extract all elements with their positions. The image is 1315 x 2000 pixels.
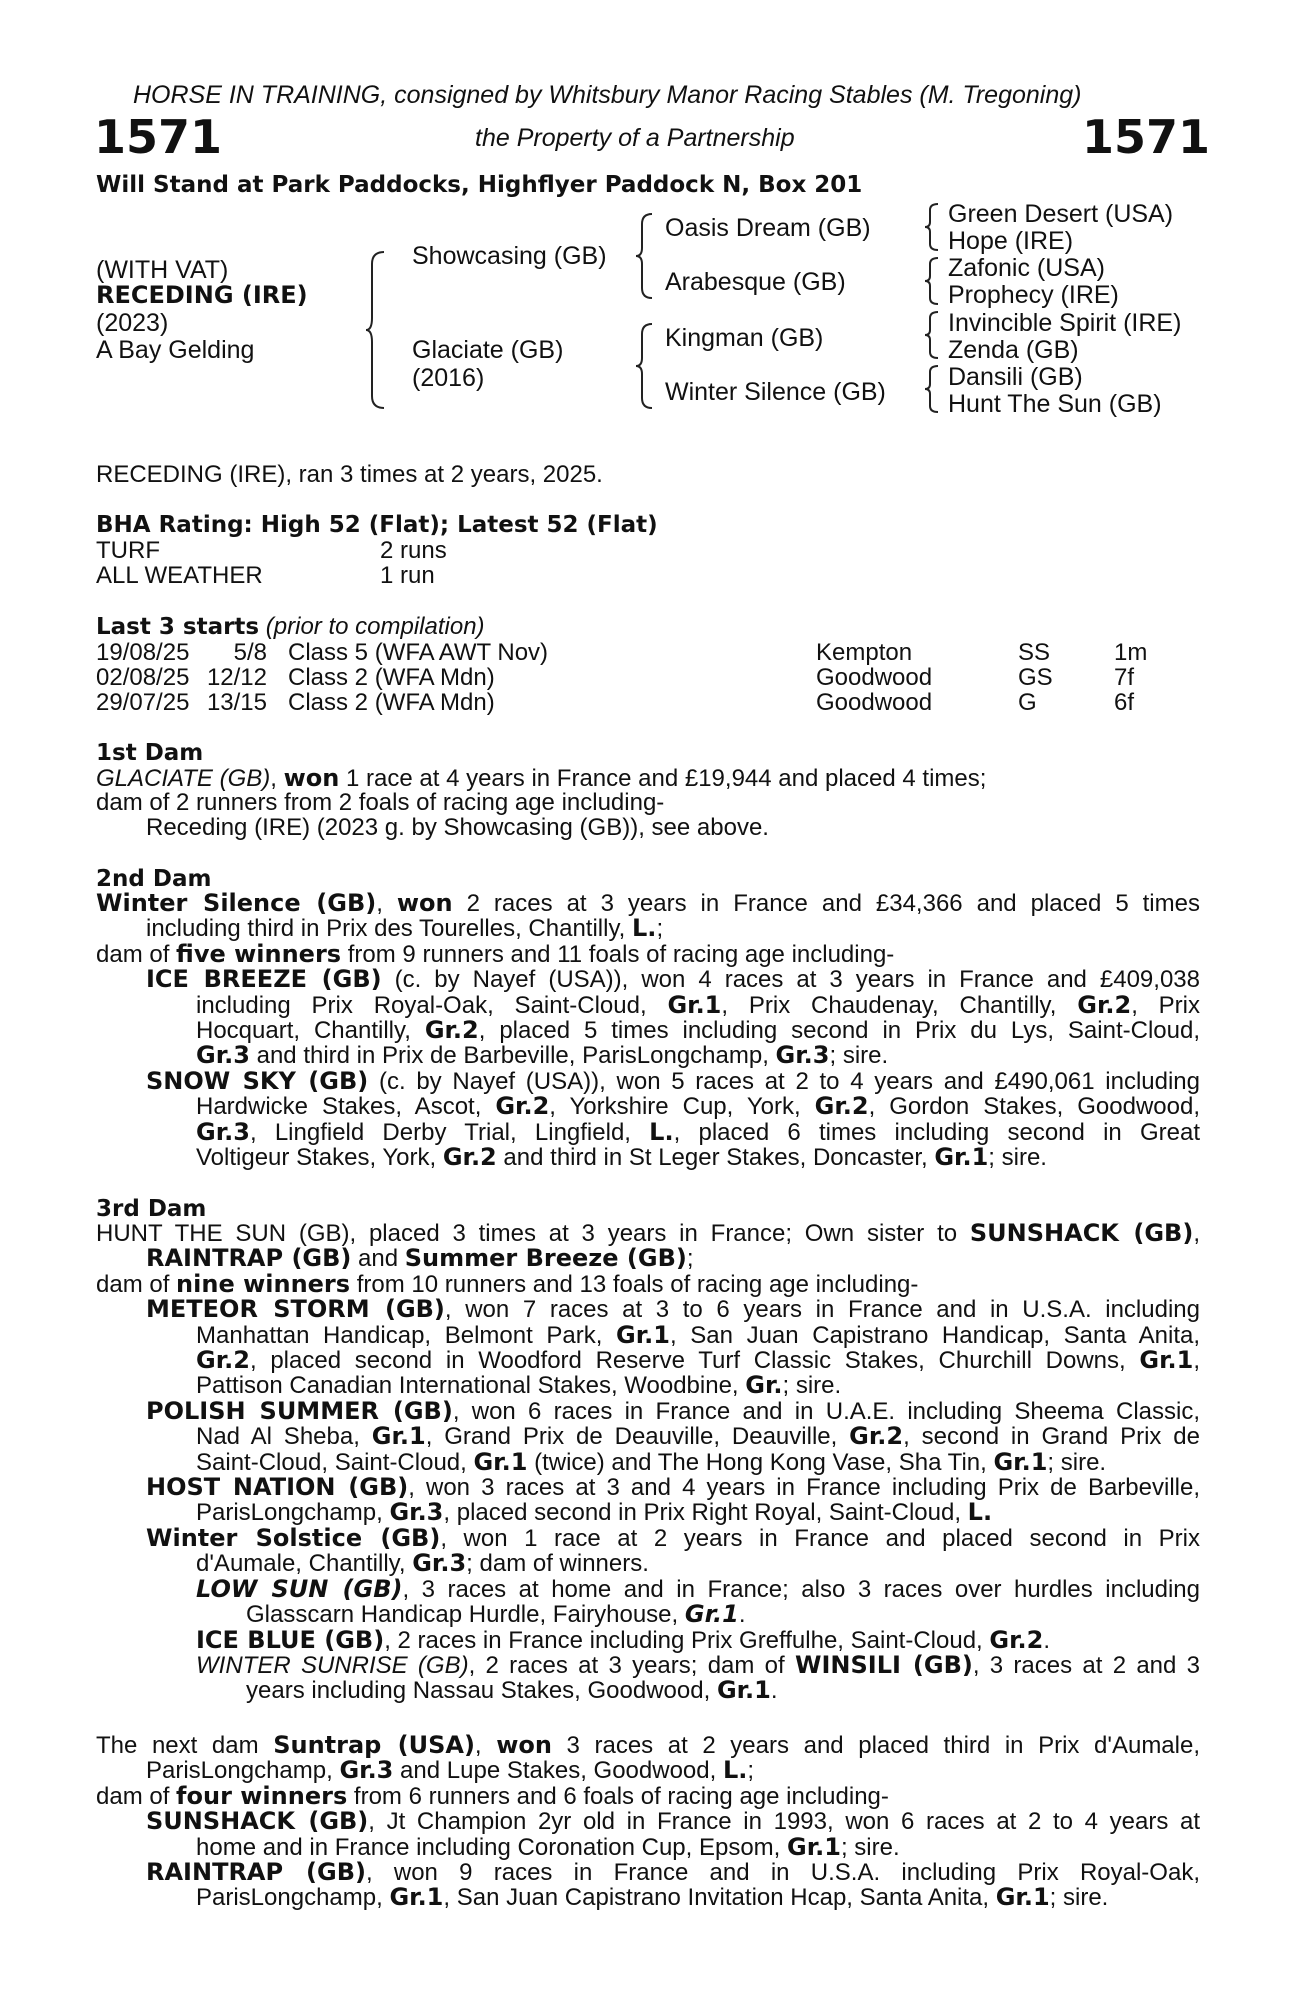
start-race: Class 2 (WFA Mdn) bbox=[288, 689, 495, 716]
ggs-6: Zenda (GB) bbox=[948, 336, 1079, 364]
lot-number-right: 1571 bbox=[1082, 110, 1211, 164]
line: ICE BLUE (GB), 2 races in France including Prix Greffulhe, Saint-Cloud, Gr.2. bbox=[196, 1625, 1050, 1654]
last-starts-note: (prior to compilation) bbox=[265, 613, 485, 640]
start-distance: 1m bbox=[1114, 639, 1148, 666]
start-going: SS bbox=[1018, 639, 1051, 666]
start-course: Goodwood bbox=[816, 689, 933, 716]
ggs-4: Prophecy (IRE) bbox=[948, 281, 1119, 309]
second-dam-heading: 2nd Dam bbox=[96, 866, 212, 892]
pedigree-brace-sire bbox=[636, 212, 656, 300]
start-date: 02/08/25 bbox=[96, 664, 190, 691]
line: SUNSHACK (GB), Jt Champion 2yr old in France in 1993, won 6 races at 2 to 4 years at bbox=[146, 1807, 1200, 1836]
dam-sire: Kingman (GB) bbox=[665, 324, 824, 352]
dam-name: Glaciate (GB) bbox=[412, 336, 564, 364]
start-distance: 6f bbox=[1114, 689, 1135, 716]
pedigree-brace-dam bbox=[636, 322, 656, 410]
horse-description: A Bay Gelding bbox=[96, 336, 255, 364]
line: HUNT THE SUN (GB), placed 3 times at 3 years in France; Own sister to SUNSHACK (GB), bbox=[96, 1219, 1200, 1247]
first-dam-line-2: dam of 2 runners from 2 foals of racing age including- bbox=[96, 789, 665, 816]
last-starts-heading bbox=[96, 614, 485, 640]
line: d'Aumale, Chantilly, Gr.3; dam of winners. bbox=[196, 1549, 649, 1578]
first-dam-heading: 1st Dam bbox=[96, 740, 204, 766]
dam-year: (2016) bbox=[412, 364, 485, 392]
ggs-5: Invincible Spirit (IRE) bbox=[948, 309, 1182, 337]
dam-dam: Winter Silence (GB) bbox=[665, 378, 886, 406]
line: SNOW SKY (GB) (c. by Nayef (USA)), won 5 races at 2 to 4 years and £490,061 including bbox=[146, 1066, 1200, 1095]
line: dam of four winners from 6 runners and 6 foals of racing age including- bbox=[96, 1781, 889, 1810]
line: HOST NATION (GB), won 3 races at 3 and 4 years in France including Prix de Barbeville, bbox=[146, 1473, 1200, 1502]
surface-turf: TURF bbox=[96, 537, 160, 564]
line: ParisLongchamp, Gr.3, placed second in Prix Right Royal, Saint-Cloud, L. bbox=[196, 1498, 993, 1527]
line: Winter Silence (GB), won 2 races at 3 years in France and £34,366 and placed 5 times bbox=[96, 889, 1200, 917]
bha-rating: BHA Rating: High 52 (Flat); Latest 52 (Flat) bbox=[96, 512, 658, 538]
runs-turf: 2 runs bbox=[380, 537, 447, 564]
line: Hardwicke Stakes, Ascot, Gr.2, Yorkshire Cup, York, Gr.2, Gordon Stakes, Goodwood, bbox=[196, 1092, 1200, 1121]
line: ICE BREEZE (GB) (c. by Nayef (USA)), won 4 races at 3 years in France and £409,038 bbox=[146, 965, 1200, 994]
pedigree-brace-g3 bbox=[924, 310, 940, 360]
last-starts-title: Last 3 starts bbox=[96, 614, 260, 640]
sire-name: Showcasing (GB) bbox=[412, 242, 607, 270]
start-course: Goodwood bbox=[816, 664, 933, 691]
line: Saint-Cloud, Saint-Cloud, Gr.1 (twice) and The Hong Kong Vase, Sha Tin, Gr.1; sire. bbox=[196, 1447, 1107, 1476]
pedigree-brace-g2 bbox=[924, 256, 940, 306]
start-going: G bbox=[1018, 689, 1037, 716]
line: including third in Prix des Tourelles, Chantilly, L.; bbox=[146, 914, 664, 943]
third-dam-text bbox=[96, 1221, 1200, 1704]
start-position: 12/12 bbox=[206, 664, 267, 691]
ggs-8: Hunt The Sun (GB) bbox=[948, 390, 1162, 418]
lot-number-left: 1571 bbox=[94, 110, 223, 164]
start-distance: 7f bbox=[1114, 664, 1135, 691]
start-position: 13/15 bbox=[206, 689, 267, 716]
ggs-7: Dansili (GB) bbox=[948, 363, 1083, 391]
line: LOW SUN (GB), 3 races at home and in France; also 3 races over hurdles including bbox=[196, 1574, 1200, 1603]
start-race: Class 5 (WFA AWT Nov) bbox=[288, 639, 549, 666]
next-dam-text bbox=[96, 1733, 1200, 1911]
line: dam of five winners from 9 runners and 11 foals of racing age including- bbox=[96, 939, 895, 968]
line: Manhattan Handicap, Belmont Park, Gr.1, San Juan Capistrano Handicap, Santa Anita, bbox=[196, 1320, 1200, 1349]
line: home and in France including Coronation Cup, Epsom, Gr.1; sire. bbox=[196, 1832, 900, 1861]
consignor-line: HORSE IN TRAINING, consigned by Whitsbury Manor Racing Stables (M. Tregoning) bbox=[133, 81, 1082, 109]
property-line: the Property of a Partnership bbox=[475, 124, 795, 152]
pedigree-brace-g4 bbox=[924, 364, 940, 414]
line: Voltigeur Stakes, York, Gr.2 and third in St Leger Stakes, Doncaster, Gr.1; sire. bbox=[196, 1143, 1047, 1172]
start-position: 5/8 bbox=[233, 639, 267, 666]
line: Glasscarn Handicap Hurdle, Fairyhouse, Gr.1. bbox=[246, 1600, 746, 1629]
racing-summary: RECEDING (IRE), ran 3 times at 2 years, 2025. bbox=[96, 461, 603, 488]
line: The next dam Suntrap (USA), won 3 races at 2 years and placed third in Prix d'Aumale, bbox=[96, 1731, 1201, 1759]
line: Pattison Canadian International Stakes, Woodbine, Gr.; sire. bbox=[196, 1371, 842, 1400]
line: Hocquart, Chantilly, Gr.2, placed 5 times including second in Prix du Lys, Saint-Cloud, bbox=[196, 1016, 1200, 1045]
start-going: GS bbox=[1018, 664, 1053, 691]
vat-note: (WITH VAT) bbox=[96, 256, 229, 284]
horse-name: RECEDING (IRE) bbox=[96, 281, 308, 309]
line: Nad Al Sheba, Gr.1, Grand Prix de Deauville, Deauville, Gr.2, second in Grand Prix de bbox=[196, 1422, 1200, 1451]
start-course: Kempton bbox=[816, 639, 913, 666]
line: POLISH SUMMER (GB), won 6 races in France and in U.A.E. including Sheema Classic, bbox=[146, 1396, 1200, 1425]
horse-year: (2023) bbox=[96, 309, 169, 337]
line: years including Nassau Stakes, Goodwood, Gr.1. bbox=[246, 1676, 778, 1705]
line: Gr.3 and third in Prix de Barbeville, ParisLongchamp, Gr.3; sire. bbox=[196, 1041, 889, 1070]
start-date: 29/07/25 bbox=[96, 689, 190, 716]
start-race: Class 2 (WFA Mdn) bbox=[288, 664, 495, 691]
line: WINTER SUNRISE (GB), 2 races at 3 years; dam of WINSILI (GB), 3 races at 2 and 3 bbox=[196, 1650, 1201, 1679]
sire-sire: Oasis Dream (GB) bbox=[665, 214, 871, 242]
first-dam-line-1: GLACIATE (GB), won 1 race at 4 years in France and £19,944 and placed 4 times; bbox=[96, 764, 987, 792]
surface-aw: ALL WEATHER bbox=[96, 562, 263, 589]
line: Winter Solstice (GB), won 1 race at 2 years in France and placed second in Prix bbox=[146, 1523, 1201, 1552]
line: Gr.3, Lingfield Derby Trial, Lingfield, L., placed 6 times including second in Great bbox=[196, 1117, 1200, 1146]
first-dam-line-3: Receding (IRE) (2023 g. by Showcasing (GB)), see above. bbox=[146, 814, 769, 841]
ggs-2: Hope (IRE) bbox=[948, 227, 1074, 255]
line: RAINTRAP (GB) and Summer Breeze (GB); bbox=[146, 1244, 694, 1273]
line: RAINTRAP (GB), won 9 races in France and in U.S.A. including Prix Royal-Oak, bbox=[146, 1858, 1200, 1887]
sire-dam: Arabesque (GB) bbox=[665, 268, 846, 296]
third-dam-heading: 3rd Dam bbox=[96, 1196, 207, 1222]
stand-location: Will Stand at Park Paddocks, Highflyer Paddock N, Box 201 bbox=[96, 172, 863, 198]
pedigree-brace-g1 bbox=[924, 202, 940, 252]
pedigree-brace-main bbox=[366, 250, 388, 410]
line: dam of nine winners from 10 runners and 13 foals of racing age including- bbox=[96, 1269, 919, 1298]
second-dam-text bbox=[96, 891, 1200, 1170]
line: Gr.2, placed second in Woodford Reserve Turf Classic Stakes, Churchill Downs, Gr.1, bbox=[196, 1346, 1200, 1375]
line: ParisLongchamp, Gr.3 and Lupe Stakes, Goodwood, L.; bbox=[146, 1756, 755, 1785]
start-date: 19/08/25 bbox=[96, 639, 190, 666]
runs-aw: 1 run bbox=[380, 562, 435, 589]
ggs-3: Zafonic (USA) bbox=[948, 254, 1105, 282]
line: including Prix Royal-Oak, Saint-Cloud, Gr.1, Prix Chaudenay, Chantilly, Gr.2, Prix bbox=[196, 990, 1201, 1019]
line: ParisLongchamp, Gr.1, San Juan Capistrano Invitation Hcap, Santa Anita, Gr.1; sire. bbox=[196, 1883, 1109, 1912]
ggs-1: Green Desert (USA) bbox=[948, 200, 1174, 228]
line: METEOR STORM (GB), won 7 races at 3 to 6 years in France and in U.S.A. including bbox=[146, 1295, 1200, 1324]
